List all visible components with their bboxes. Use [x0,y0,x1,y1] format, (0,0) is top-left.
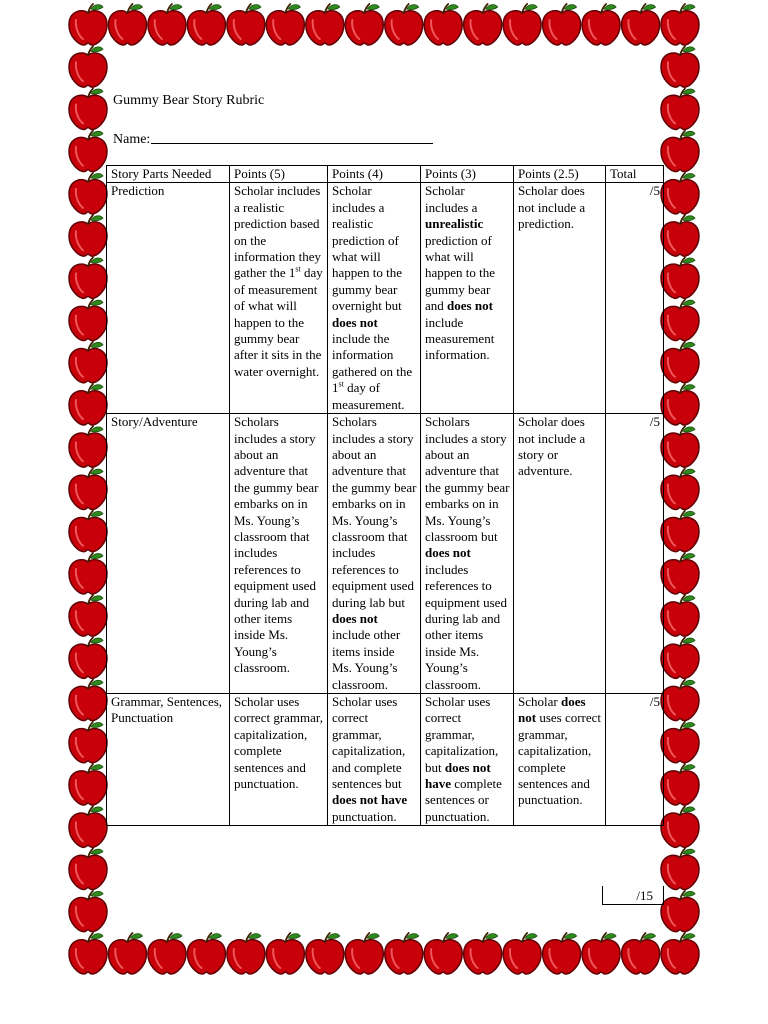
red-apple-icon [385,933,423,974]
red-apple-icon [69,553,107,594]
row-part-label: Story/Adventure [107,414,230,694]
red-apple-icon [69,88,107,129]
red-apple-icon [69,595,107,636]
red-apple-icon [69,173,107,214]
header-points-4: Points (4) [328,166,421,183]
criteria-cell: Scholar uses correct grammar, capitalization, and complete sentences but does not have punctuation. [328,694,421,826]
criteria-cell: Scholar does not uses correct grammar, capitalization, complete sentences and punctuation. [514,694,606,826]
red-apple-icon [661,88,699,129]
row-total: /5 [606,694,664,826]
red-apple-icon [227,933,265,974]
red-apple-icon [227,4,265,45]
red-apple-icon [69,131,107,172]
emphasis-text: does not [447,298,493,314]
red-apple-icon [424,933,462,974]
red-apple-icon [582,4,620,45]
emphasis-text: does not have [332,792,408,808]
grand-total: /15 [602,886,664,905]
criteria-cell: Scholar uses correct grammar, capitalization, complete sentences and punctuation. [230,694,328,826]
criteria-cell: Scholar does not include a prediction. [514,183,606,414]
red-apple-icon [69,4,107,45]
red-apple-icon [424,4,462,45]
red-apple-icon [385,4,423,45]
red-apple-icon [266,4,304,45]
criteria-cell: Scholar includes a realistic prediction based on the information they gather the 1st day of measurement of what will happen to the gummy bear after it sits in the water overnight. [230,183,328,414]
red-apple-icon [582,933,620,974]
name-field[interactable] [113,129,433,148]
criteria-cell: Scholar includes a realistic prediction of what will happen to the gummy bear overnight but does not include the information gathered on the 1st day of measurement. [328,183,421,414]
red-apple-icon [661,257,699,298]
red-apple-icon [306,4,344,45]
header-total: Total [606,166,664,183]
red-apple-icon [69,342,107,383]
red-apple-icon [661,426,699,467]
red-apple-icon [345,933,383,974]
criteria-cell: Scholar includes a unrealistic prediction of what will happen to the gummy bear and does not include measurement information. [421,183,514,414]
red-apple-icon [661,764,699,805]
emphasis-text: does not [425,545,471,561]
header-row [107,166,664,183]
red-apple-icon [661,637,699,678]
red-apple-icon [661,680,699,721]
red-apple-icon [661,891,699,932]
red-apple-icon [69,933,107,974]
red-apple-icon [69,637,107,678]
red-apple-icon [69,257,107,298]
criteria-cell: Scholar uses correct grammar, capitalization, but does not have complete sentences or punctuation. [421,694,514,826]
red-apple-icon [69,384,107,425]
red-apple-icon [148,4,186,45]
row-part-label: Grammar, Sentences, Punctuation [107,694,230,826]
criteria-cell: Scholars includes a story about an adventure that the gummy bear embarks on in Ms. Young’s classroom but does not includes references to equipment used during lab and other items inside Ms. Young’s classroom. [421,414,514,694]
criteria-cell: Scholars includes a story about an adventure that the gummy bear embarks on in Ms. Young’s classroom that includes references to equipment used during lab but does not include other items inside Ms. Young’s classroom. [328,414,421,694]
ordinal-suffix: st [295,265,301,275]
header-points-3: Points (3) [421,166,514,183]
red-apple-icon [187,4,225,45]
red-apple-icon [108,933,146,974]
red-apple-icon [69,680,107,721]
red-apple-icon [661,849,699,890]
row-total: /5 [606,414,664,694]
header-story-parts: Story Parts Needed [107,166,230,183]
red-apple-icon [503,4,541,45]
row-total: /5 [606,183,664,414]
red-apple-icon [266,933,304,974]
red-apple-icon [69,426,107,467]
red-apple-icon [345,4,383,45]
red-apple-icon [69,849,107,890]
red-apple-icon [148,933,186,974]
emphasis-text: does not [332,314,378,330]
page-title: Gummy Bear Story Rubric [113,93,265,108]
criteria-cell: Scholar does not include a story or adventure. [514,414,606,694]
red-apple-icon [661,300,699,341]
red-apple-icon [543,933,581,974]
red-apple-icon [661,46,699,87]
red-apple-icon [661,933,699,974]
table-row [107,183,664,414]
row-part-label: Prediction [107,183,230,414]
red-apple-icon [69,722,107,763]
name-label: Name: [113,132,151,147]
red-apple-icon [69,511,107,552]
red-apple-icon [661,384,699,425]
table-row [107,694,664,826]
header-points-5: Points (5) [230,166,328,183]
red-apple-icon [69,215,107,256]
table-row [107,414,664,694]
red-apple-icon [464,4,502,45]
emphasis-text: does not have [425,759,491,792]
red-apple-icon [661,595,699,636]
red-apple-icon [661,469,699,510]
red-apple-icon [661,806,699,847]
red-apple-icon [69,46,107,87]
red-apple-icon [661,4,699,45]
red-apple-icon [661,215,699,256]
red-apple-icon [69,806,107,847]
criteria-cell: Scholars includes a story about an adventure that the gummy bear embarks on in Ms. Young’s classroom that includes references to equipment used during lab and other items inside Ms. Young’s classroom. [230,414,328,694]
ordinal-suffix: st [338,379,344,389]
red-apple-icon [503,933,541,974]
red-apple-icon [69,469,107,510]
red-apple-icon [69,891,107,932]
red-apple-icon [661,173,699,214]
header-points-2-5: Points (2.5) [514,166,606,183]
emphasis-text: does not [518,694,586,726]
red-apple-icon [306,933,344,974]
red-apple-icon [187,933,225,974]
red-apple-icon [622,933,660,974]
red-apple-icon [661,553,699,594]
rubric-table [106,165,664,826]
red-apple-icon [464,933,502,974]
red-apple-icon [661,511,699,552]
emphasis-text: does not [332,610,378,626]
red-apple-icon [108,4,146,45]
red-apple-icon [661,722,699,763]
red-apple-icon [69,764,107,805]
red-apple-icon [661,131,699,172]
red-apple-icon [622,4,660,45]
name-blank-line[interactable] [151,129,433,144]
red-apple-icon [543,4,581,45]
emphasis-text: unrealistic [425,216,484,232]
red-apple-icon [69,300,107,341]
red-apple-icon [661,342,699,383]
